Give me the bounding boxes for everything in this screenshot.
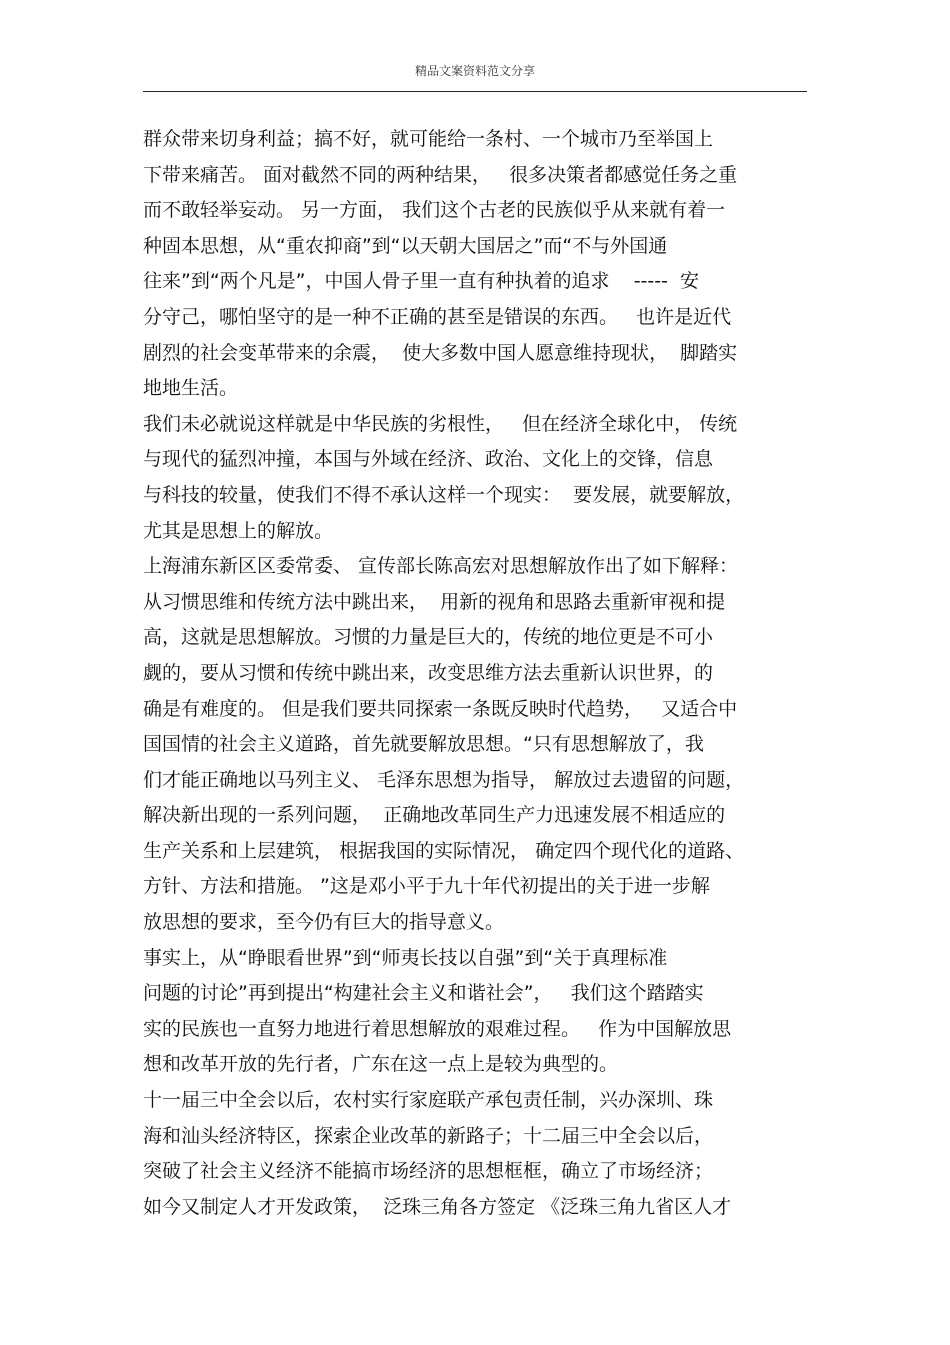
text-line: 我们未必就说这样就是中华民族的劣根性， 但在经济全球化中， 传统 (143, 412, 738, 435)
text-line: 觑的，要从习惯和传统中跳出来，改变思维方法去重新认识世界，的 (143, 661, 714, 684)
text-line: 生产关系和上层建筑， 根据我国的实际情况， 确定四个现代化的道路、 (143, 839, 745, 862)
text-line: 如今又制定人才开发政策， 泛珠三角各方签定 《泛珠三角九省区人才 (143, 1195, 732, 1218)
text-line: 与科技的较量，使我们不得不承认这样一个现实： 要发展，就要解放， (143, 483, 745, 506)
text-line: 实的民族也一直努力地进行着思想解放的艰难过程。 作为中国解放思 (143, 1017, 732, 1040)
text-line: 从习惯思维和传统方法中跳出来， 用新的视角和思路去重新审视和提 (143, 590, 726, 613)
body-text (143, 122, 807, 1225)
text-line: 海和汕头经济特区，探索企业改革的新路子；十二届三中全会以后， (143, 1124, 714, 1147)
text-line: 方针、方法和措施。 ”这是邓小平于九十年代初提出的关于进一步解 (143, 875, 710, 898)
text-line: 与现代的猛烈冲撞，本国与外域在经济、政治、文化上的交锋，信息 (143, 448, 714, 471)
text-line: 高，这就是思想解放。习惯的力量是巨大的，传统的地位更是不可小 (143, 626, 714, 649)
text-line: 确是有难度的。 但是我们要共同探索一条既反映时代趋势， 又适合中 (143, 697, 738, 720)
text-line: 十一届三中全会以后，农村实行家庭联产承包责任制，兴办深圳、珠 (143, 1089, 714, 1112)
text-line: 事实上，从“睁眼看世界”到“师夷长技以自强”到“关于真理标准 (143, 946, 668, 969)
text-line: 想和改革开放的先行者，广东在这一点上是较为典型的。 (143, 1053, 619, 1076)
text-line: 们才能正确地以马列主义、 毛泽东思想为指导， 解放过去遗留的问题， (143, 768, 745, 791)
text-line: 分守己，哪怕坚守的是一种不正确的甚至是错误的东西。 也许是近代 (143, 305, 732, 328)
text-line: 种固本思想，从“重农抑商”到“以天朝大国居之”而“不与外国通 (143, 234, 668, 257)
text-line: 群众带来切身利益；搞不好，就可能给一条村、一个城市乃至举国上 (143, 128, 714, 150)
page-header: 精品文案资料范文分享 (414, 64, 535, 78)
text-line: 地地生活。 (143, 377, 239, 400)
header-rule (143, 91, 807, 92)
text-line: 剧烈的社会变革带来的余震， 使大多数中国人愿意维持现状， 脚踏实 (143, 341, 738, 364)
text-line: 放思想的要求，至今仍有巨大的指导意义。 (143, 911, 505, 934)
text-line: 尤其是思想上的解放。 (143, 519, 334, 542)
text-line: 突破了社会主义经济不能搞市场经济的思想框框，确立了市场经济； (143, 1160, 714, 1183)
text-line: 解决新出现的一系列问题， 正确地改革同生产力迅速发展不相适应的 (143, 804, 726, 827)
text-line: 往来”到“两个凡是”，中国人骨子里一直有种执着的追求 ----- 安 (143, 270, 700, 293)
text-line: 上海浦东新区区委常委、 宣传部长陈高宏对思想解放作出了如下解释： (143, 555, 739, 578)
text-line: 而不敢轻举妄动。 另一方面， 我们这个古老的民族似乎从来就有着一 (143, 199, 726, 222)
text-line: 国国情的社会主义道路，首先就要解放思想。“只有思想解放了，我 (143, 733, 704, 756)
text-line: 问题的讨论”再到提出“构建社会主义和谐社会”， 我们这个踏踏实 (143, 982, 704, 1005)
text-line: 下带来痛苦。 面对截然不同的两种结果， 很多决策者都感觉任务之重 (143, 163, 738, 186)
